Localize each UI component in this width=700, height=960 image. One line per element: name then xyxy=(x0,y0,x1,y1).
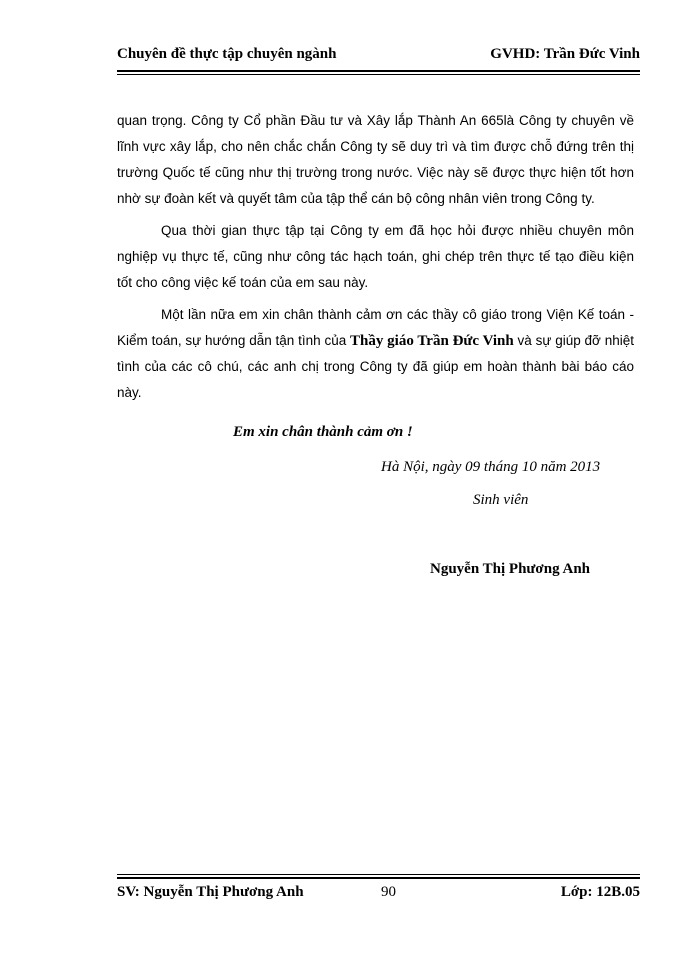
page-header xyxy=(117,46,640,63)
footer-student: SV: Nguyễn Thị Phương Anh xyxy=(117,884,304,900)
body-text xyxy=(117,108,634,412)
header-title: Chuyên đề thực tập chuyên ngành xyxy=(117,46,337,62)
paragraph-2: Qua thời gian thực tập tại Công ty em đã học hỏi được nhiều chuyên môn nghiệp vụ thực tế, cũng như công tác hạch toán, ghi chép trên thực tế tạo điều kiện tốt cho công việc kế toán của em sau này. xyxy=(117,223,634,290)
header-rule xyxy=(117,70,640,76)
header-rule-thin xyxy=(117,74,640,75)
place-date: Hà Nội, ngày 09 tháng 10 năm 2013 xyxy=(381,459,601,475)
header-advisor: GVHD: Trần Đức Vinh xyxy=(490,46,640,62)
footer-rule xyxy=(117,874,640,880)
signer-role: Sinh viên xyxy=(473,492,529,508)
header-rule-thick xyxy=(117,70,640,72)
paragraph-1: quan trọng. Công ty Cổ phần Đầu tư và Xây lắp Thành An 665là Công ty chuyên về lĩnh vực xây lắp, cho nên chắc chắn Công ty sẽ duy trì và tìm được chỗ đứng trên thị trường Quốc tế cũng như thị trường trong nước. Việc này sẽ được thực hiện tốt hơn nhờ sự đoàn kết và quyết tâm của tập thể cán bộ công nhân viên trong Công ty. xyxy=(117,113,634,206)
footer-rule-thick xyxy=(117,877,640,879)
thanks-line: Em xin chân thành cảm ơn ! xyxy=(233,424,413,440)
advisor-name-emphasis: Thầy giáo Trần Đức Vinh xyxy=(350,333,514,349)
paragraph-3-text-end: và sự giúp đỡ nhiệt tình của các cô chú, các anh chị trong Công ty đã giúp em hoàn thành bài báo cáo này. xyxy=(117,333,634,400)
signer-name: Nguyễn Thị Phương Anh xyxy=(430,561,591,577)
paragraph-3 xyxy=(117,302,634,406)
footer-rule-thin xyxy=(117,874,640,875)
paragraph-3-text-start: Một lần nữa em xin chân thành cảm ơn các thầy cô giáo trong Viện Kế toán - Kiểm toán, sự hướng dẫn tận tình của xyxy=(117,307,634,348)
page-footer xyxy=(117,884,640,904)
page-number: 90 xyxy=(381,884,396,900)
footer-class: Lớp: 12B.05 xyxy=(560,884,640,900)
